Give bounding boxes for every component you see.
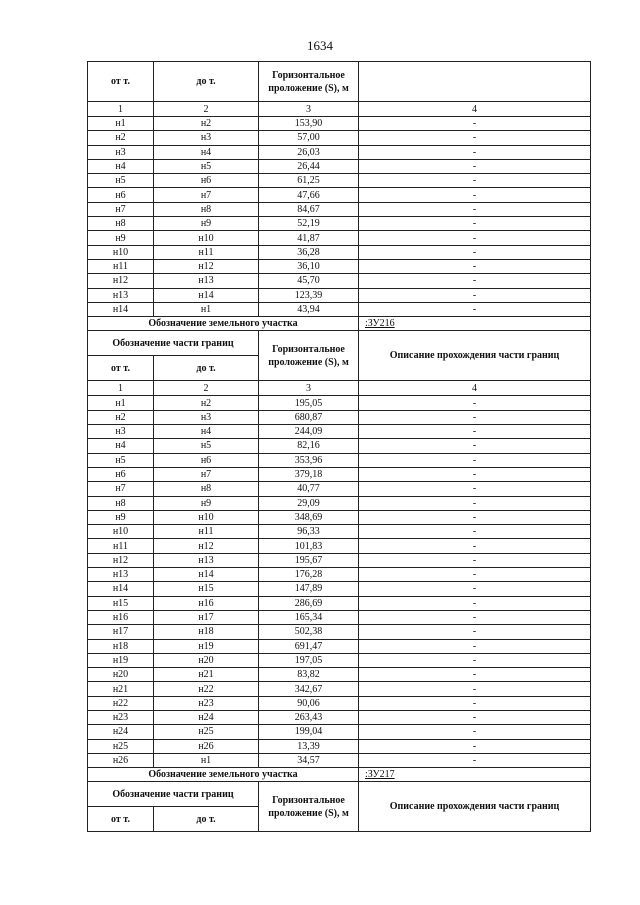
from-point-cell: н21 (88, 682, 154, 696)
table-row (88, 753, 591, 767)
to-point-cell: н13 (154, 274, 259, 288)
from-point-cell: н6 (88, 467, 154, 481)
description-cell: - (359, 725, 591, 739)
description-cell: - (359, 131, 591, 145)
to-point-cell: н22 (154, 682, 259, 696)
description-cell: - (359, 117, 591, 131)
from-point-header: от т. (88, 807, 154, 832)
description-cell: - (359, 231, 591, 245)
description-cell: - (359, 682, 591, 696)
description-cell: - (359, 259, 591, 273)
table-row (88, 568, 591, 582)
to-point-cell: н24 (154, 710, 259, 724)
table-row (88, 710, 591, 724)
to-point-cell: н26 (154, 739, 259, 753)
description-cell: - (359, 439, 591, 453)
table-row (88, 682, 591, 696)
table-row (88, 553, 591, 567)
description-cell: - (359, 410, 591, 424)
to-point-cell: н17 (154, 610, 259, 624)
horizontal-length-header: Горизонтальное проложение (S), м (259, 331, 359, 381)
description-cell: - (359, 467, 591, 481)
boundary-table-body (88, 62, 591, 832)
to-point-cell: н2 (154, 396, 259, 410)
column-number-cell: 3 (259, 102, 359, 117)
column-number-cell: 2 (154, 102, 259, 117)
from-point-cell: н2 (88, 131, 154, 145)
description-cell: - (359, 625, 591, 639)
description-cell: - (359, 396, 591, 410)
from-point-cell: н7 (88, 202, 154, 216)
column-number-cell: 1 (88, 102, 154, 117)
length-cell: 26,03 (259, 145, 359, 159)
from-point-cell: н10 (88, 525, 154, 539)
from-point-cell: н9 (88, 231, 154, 245)
to-point-cell: н21 (154, 668, 259, 682)
table-row (88, 425, 591, 439)
length-cell: 47,66 (259, 188, 359, 202)
length-cell: 195,05 (259, 396, 359, 410)
to-point-cell: н16 (154, 596, 259, 610)
length-cell: 153,90 (259, 117, 359, 131)
table-row (88, 188, 591, 202)
plot-designation-label: Обозначение земельного участка (88, 317, 359, 331)
description-cell: - (359, 568, 591, 582)
from-point-cell: н18 (88, 639, 154, 653)
table-row (88, 202, 591, 216)
column-number-cell: 4 (359, 102, 591, 117)
length-cell: 348,69 (259, 510, 359, 524)
from-point-cell: н17 (88, 625, 154, 639)
length-cell: 502,38 (259, 625, 359, 639)
plot-id: :ЗУ216 (359, 317, 591, 331)
table-row (88, 131, 591, 145)
to-point-cell: н19 (154, 639, 259, 653)
description-cell: - (359, 668, 591, 682)
to-point-cell: н14 (154, 568, 259, 582)
to-point-cell: н20 (154, 653, 259, 667)
to-point-cell: н6 (154, 453, 259, 467)
from-point-cell: н4 (88, 159, 154, 173)
plot-designation-row (88, 768, 591, 782)
to-point-cell: н13 (154, 553, 259, 567)
to-point-cell: н5 (154, 439, 259, 453)
description-cell: - (359, 274, 591, 288)
length-cell: 147,89 (259, 582, 359, 596)
table-row (88, 696, 591, 710)
to-point-cell: н7 (154, 467, 259, 481)
table-row (88, 217, 591, 231)
to-point-cell: н12 (154, 259, 259, 273)
description-cell: - (359, 739, 591, 753)
column-number-cell: 1 (88, 381, 154, 396)
from-point-cell: н8 (88, 496, 154, 510)
table-row (88, 539, 591, 553)
length-cell: 36,10 (259, 259, 359, 273)
table-row (88, 453, 591, 467)
to-point-cell: н8 (154, 482, 259, 496)
from-point-cell: н6 (88, 188, 154, 202)
table-row (88, 496, 591, 510)
from-point-header: от т. (88, 356, 154, 381)
to-point-cell: н18 (154, 625, 259, 639)
header-row (88, 782, 591, 807)
table-row (88, 467, 591, 481)
description-cell: - (359, 245, 591, 259)
description-cell: - (359, 610, 591, 624)
length-cell: 40,77 (259, 482, 359, 496)
length-cell: 353,96 (259, 453, 359, 467)
table-row (88, 739, 591, 753)
column-number-cell: 4 (359, 381, 591, 396)
to-point-cell: н9 (154, 217, 259, 231)
to-point-cell: н7 (154, 188, 259, 202)
description-cell: - (359, 539, 591, 553)
to-point-cell: н11 (154, 245, 259, 259)
table-row (88, 245, 591, 259)
description-cell: - (359, 202, 591, 216)
length-cell: 123,39 (259, 288, 359, 302)
description-cell: - (359, 453, 591, 467)
length-cell: 13,39 (259, 739, 359, 753)
from-point-cell: н12 (88, 274, 154, 288)
description-cell: - (359, 710, 591, 724)
part-description-header-empty (359, 62, 591, 102)
from-point-cell: н3 (88, 145, 154, 159)
column-number-row (88, 102, 591, 117)
table-row (88, 439, 591, 453)
from-point-cell: н5 (88, 453, 154, 467)
length-cell: 29,09 (259, 496, 359, 510)
from-point-cell: н9 (88, 510, 154, 524)
table-row (88, 231, 591, 245)
from-point-cell: н14 (88, 302, 154, 316)
length-cell: 197,05 (259, 653, 359, 667)
description-cell: - (359, 174, 591, 188)
length-cell: 342,67 (259, 682, 359, 696)
table-row (88, 610, 591, 624)
description-cell: - (359, 288, 591, 302)
from-point-cell: н25 (88, 739, 154, 753)
plot-designation-label: Обозначение земельного участка (88, 768, 359, 782)
description-cell: - (359, 159, 591, 173)
length-cell: 165,34 (259, 610, 359, 624)
length-cell: 57,00 (259, 131, 359, 145)
plot-designation-row (88, 317, 591, 331)
from-point-cell: н11 (88, 259, 154, 273)
to-point-cell: н10 (154, 510, 259, 524)
from-point-cell: н13 (88, 568, 154, 582)
table-row (88, 174, 591, 188)
from-point-cell: н19 (88, 653, 154, 667)
from-point-cell: н15 (88, 596, 154, 610)
description-cell: - (359, 510, 591, 524)
from-point-cell: н23 (88, 710, 154, 724)
description-cell: - (359, 188, 591, 202)
to-point-cell: н1 (154, 753, 259, 767)
table-row (88, 410, 591, 424)
description-cell: - (359, 482, 591, 496)
part-description-header: Описание прохождения части границ (359, 331, 591, 381)
length-cell: 52,19 (259, 217, 359, 231)
from-point-cell: н26 (88, 753, 154, 767)
description-cell: - (359, 496, 591, 510)
length-cell: 34,57 (259, 753, 359, 767)
table-row (88, 625, 591, 639)
horizontal-length-header: Горизонтальное проложение (S), м (259, 782, 359, 832)
to-point-cell: н8 (154, 202, 259, 216)
length-cell: 691,47 (259, 639, 359, 653)
description-cell: - (359, 639, 591, 653)
from-point-cell: н14 (88, 582, 154, 596)
table-row (88, 639, 591, 653)
description-cell: - (359, 145, 591, 159)
boundary-table (87, 61, 591, 832)
plot-id: :ЗУ217 (359, 768, 591, 782)
description-cell: - (359, 302, 591, 316)
description-cell: - (359, 425, 591, 439)
to-point-cell: н15 (154, 582, 259, 596)
length-cell: 379,18 (259, 467, 359, 481)
from-point-cell: н1 (88, 117, 154, 131)
length-cell: 84,67 (259, 202, 359, 216)
length-cell: 90,06 (259, 696, 359, 710)
from-point-cell: н20 (88, 668, 154, 682)
table-row (88, 596, 591, 610)
length-cell: 244,09 (259, 425, 359, 439)
from-point-cell: н24 (88, 725, 154, 739)
table-row (88, 274, 591, 288)
table-row (88, 653, 591, 667)
part-description-header: Описание прохождения части границ (359, 782, 591, 832)
horizontal-length-header: Горизонтальное проложение (S), м (259, 62, 359, 102)
description-cell: - (359, 553, 591, 567)
table-row (88, 288, 591, 302)
length-cell: 82,16 (259, 439, 359, 453)
to-point-cell: н2 (154, 117, 259, 131)
header-row (88, 331, 591, 356)
table-row (88, 396, 591, 410)
table-row (88, 145, 591, 159)
header-row (88, 62, 591, 102)
description-cell: - (359, 582, 591, 596)
table-row (88, 725, 591, 739)
table-row (88, 525, 591, 539)
length-cell: 61,25 (259, 174, 359, 188)
description-cell: - (359, 217, 591, 231)
to-point-cell: н10 (154, 231, 259, 245)
length-cell: 96,33 (259, 525, 359, 539)
description-cell: - (359, 596, 591, 610)
length-cell: 41,87 (259, 231, 359, 245)
length-cell: 680,87 (259, 410, 359, 424)
table-row (88, 668, 591, 682)
from-point-cell: н1 (88, 396, 154, 410)
description-cell: - (359, 696, 591, 710)
to-point-cell: н11 (154, 525, 259, 539)
from-point-cell: н11 (88, 539, 154, 553)
to-point-header: до т. (154, 356, 259, 381)
to-point-cell: н23 (154, 696, 259, 710)
description-cell: - (359, 753, 591, 767)
from-point-cell: н12 (88, 553, 154, 567)
from-point-cell: н13 (88, 288, 154, 302)
from-point-cell: н22 (88, 696, 154, 710)
part-designation-header: Обозначение части границ (88, 782, 259, 807)
length-cell: 263,43 (259, 710, 359, 724)
table-row (88, 582, 591, 596)
length-cell: 36,28 (259, 245, 359, 259)
to-point-cell: н3 (154, 410, 259, 424)
to-point-cell: н1 (154, 302, 259, 316)
from-point-cell: н16 (88, 610, 154, 624)
column-number-cell: 3 (259, 381, 359, 396)
to-point-cell: н6 (154, 174, 259, 188)
from-point-cell: н8 (88, 217, 154, 231)
table-row (88, 159, 591, 173)
to-point-cell: н12 (154, 539, 259, 553)
length-cell: 101,83 (259, 539, 359, 553)
length-cell: 286,69 (259, 596, 359, 610)
to-point-cell: н4 (154, 145, 259, 159)
from-point-cell: н3 (88, 425, 154, 439)
table-row (88, 302, 591, 316)
length-cell: 199,04 (259, 725, 359, 739)
length-cell: 43,94 (259, 302, 359, 316)
from-point-cell: н7 (88, 482, 154, 496)
from-point-cell: н4 (88, 439, 154, 453)
table-row (88, 510, 591, 524)
to-point-cell: н9 (154, 496, 259, 510)
length-cell: 26,44 (259, 159, 359, 173)
to-point-cell: н14 (154, 288, 259, 302)
table-row (88, 117, 591, 131)
table-row (88, 259, 591, 273)
from-point-header: от т. (88, 62, 154, 102)
from-point-cell: н10 (88, 245, 154, 259)
from-point-cell: н5 (88, 174, 154, 188)
to-point-header: до т. (154, 807, 259, 832)
column-number-row (88, 381, 591, 396)
table-row (88, 482, 591, 496)
length-cell: 83,82 (259, 668, 359, 682)
description-cell: - (359, 525, 591, 539)
length-cell: 195,67 (259, 553, 359, 567)
part-designation-header: Обозначение части границ (88, 331, 259, 356)
to-point-header: до т. (154, 62, 259, 102)
length-cell: 45,70 (259, 274, 359, 288)
to-point-cell: н3 (154, 131, 259, 145)
to-point-cell: н4 (154, 425, 259, 439)
column-number-cell: 2 (154, 381, 259, 396)
to-point-cell: н5 (154, 159, 259, 173)
from-point-cell: н2 (88, 410, 154, 424)
page-number: 1634 (307, 38, 333, 53)
length-cell: 176,28 (259, 568, 359, 582)
description-cell: - (359, 653, 591, 667)
to-point-cell: н25 (154, 725, 259, 739)
